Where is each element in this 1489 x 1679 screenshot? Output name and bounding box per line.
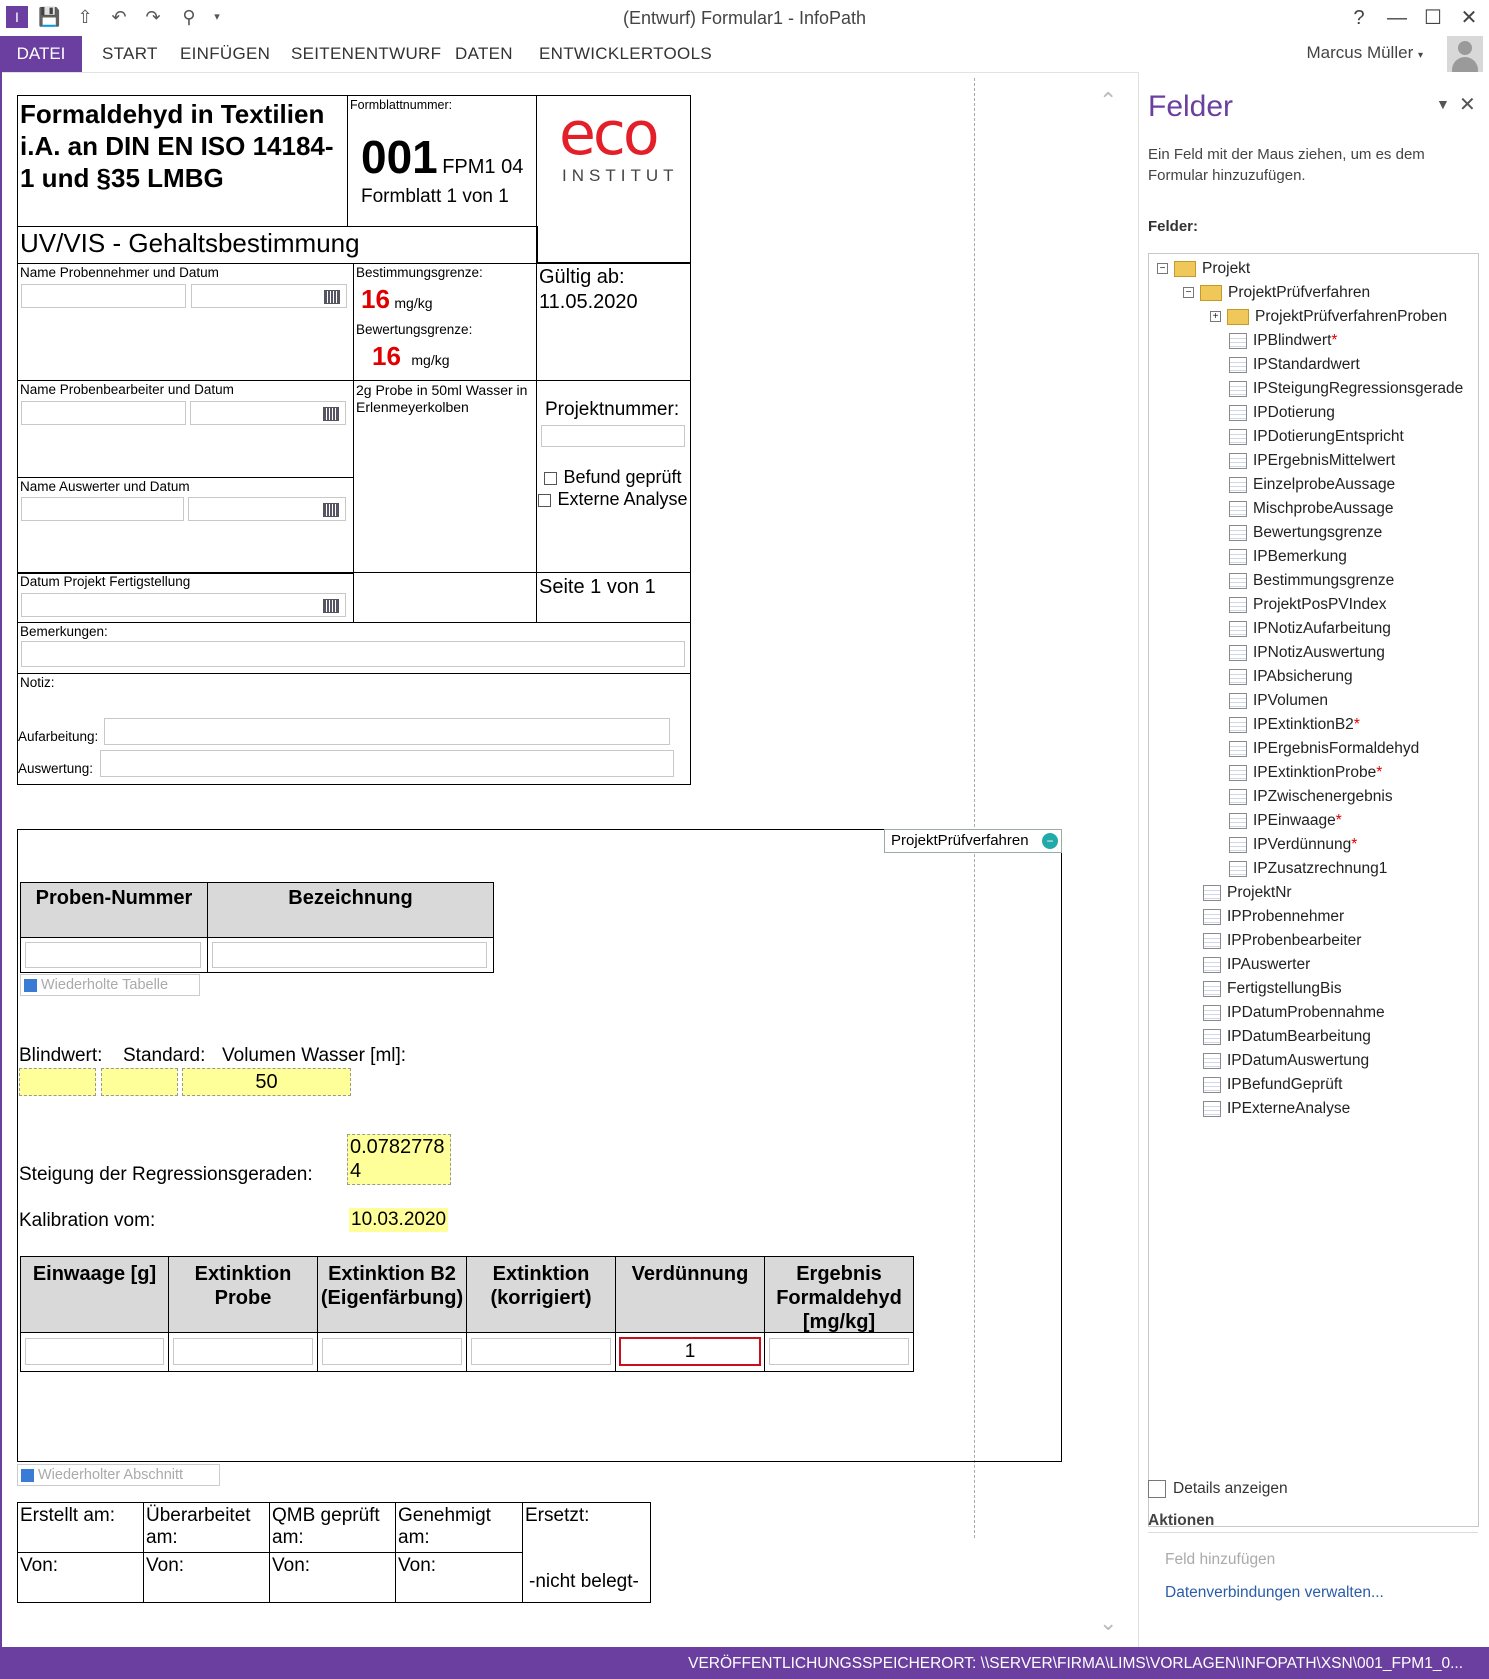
tab-seitenentwurf[interactable]: SEITENENTWURF [291,44,442,63]
bemerkungen-input[interactable] [21,641,685,667]
tree-field-label: IPDotierungEntspricht [1253,428,1404,445]
pane-title: Felder [1148,90,1234,123]
pane-hint: Ein Feld mit der Maus ziehen, um es dem Formular hinzuzufügen. [1148,146,1425,184]
user-name-label: Marcus Müller [1306,43,1414,62]
field-icon [1203,1101,1221,1117]
field-icon [1203,1005,1221,1021]
notiz-cell [17,673,691,785]
bearbeiter-cell [17,380,354,478]
close-button[interactable]: ✕ [1460,7,1478,29]
tree-field-label: IPErgebnisFormaldehyd [1253,740,1420,757]
field-icon [1203,957,1221,973]
calendar-icon[interactable] [323,503,339,517]
bezeichnung-input[interactable] [212,942,487,968]
required-marker: * [1335,812,1342,829]
gueltig-label: Gültig ab: [539,266,625,288]
required-marker: * [1351,836,1358,853]
tree-field-label: MischprobeAussage [1253,500,1394,517]
help-button[interactable]: ? [1353,7,1365,29]
gueltig-cell [536,263,691,381]
divider [1148,1532,1478,1533]
tab-entwicklertools[interactable]: ENTWICKLERTOOLS [539,44,712,63]
scroll-down-icon[interactable]: ⌄ [1099,1610,1118,1635]
probennehmer-date-input[interactable] [191,284,347,308]
ergebnis-input[interactable] [769,1338,909,1365]
tree-field[interactable] [1229,740,1419,758]
formblatt-pages: Formblatt 1 von 1 [361,186,509,207]
qmb-cell [269,1502,396,1553]
tree-field-label: IPAbsicherung [1253,668,1353,685]
projektnummer-label: Projektnummer: [545,399,680,420]
bemerkungen-label: Bemerkungen: [20,624,108,639]
eco-logo: eco [559,99,657,169]
tree-field[interactable] [1229,476,1395,494]
field-icon [1229,525,1247,541]
field-icon [1229,453,1247,469]
field-icon [1203,981,1221,997]
col-probennummer: Proben-Nummer [20,882,208,938]
erstellt-label: Erstellt am: [20,1505,116,1526]
tree-field-label: IPZusatzrechnung1 [1253,860,1388,877]
eco-logo-subtitle: INSTITUT [562,166,679,185]
field-icon [1229,477,1247,493]
tree-field-label: IPNotizAuswertung [1253,644,1385,661]
von-label: Von: [146,1555,185,1576]
tree-field[interactable] [1229,548,1347,566]
section-menu-icon[interactable]: − [1042,833,1058,849]
repeating-folder-icon [1200,285,1222,301]
field-icon [1229,717,1247,733]
collapse-icon[interactable]: − [1157,263,1168,274]
standard-label: Standard: [123,1045,206,1066]
col-ergebnis: Ergebnis Formaldehyd [mg/kg] [764,1256,914,1333]
auswertung-input[interactable] [100,750,674,777]
aufarbeitung-label: Aufarbeitung: [18,729,99,744]
tree-field[interactable] [1229,380,1463,398]
tab-einfuegen[interactable]: EINFÜGEN [180,44,271,63]
genehmigt-cell [395,1502,523,1553]
von-cell [269,1552,396,1603]
subtitle-cell [17,226,538,264]
auswertung-label: Auswertung: [18,761,94,776]
tree-field-label: Bestimmungsgrenze [1253,572,1395,589]
field-icon [1229,837,1247,853]
externe-label: Externe Analyse [557,489,688,509]
tree-field-label: IPDatumProbennahme [1227,1004,1385,1021]
volumen-label: Volumen Wasser [ml]: [222,1045,407,1066]
repeating-table-label: Wiederholte Tabelle [41,977,169,993]
field-icon [1203,933,1221,949]
table-row [168,1332,318,1372]
bearbeiter-date-input[interactable] [190,401,346,425]
ueberarbeitet-cell [143,1502,270,1553]
fields-label: Felder: [1148,218,1199,235]
tree-field[interactable] [1229,836,1357,854]
tree-node-label: ProjektPrüfverfahren [1228,284,1371,301]
probennehmer-cell [17,263,354,381]
probe-info: 2g Probe in 50ml Wasser in Erlenmeyerkolben [356,382,528,415]
section-tag[interactable] [884,829,1062,853]
aktionen-label: Aktionen [1148,1512,1215,1529]
tree-field[interactable] [1203,956,1310,974]
tree-field[interactable] [1229,644,1385,662]
avatar[interactable] [1447,36,1483,72]
kalibration-value[interactable]: 10.03.2020 [351,1209,447,1230]
table-row [615,1332,765,1372]
tree-field-label: IPDatumAuswertung [1227,1052,1370,1069]
steigung-value[interactable]: 0.0782778 4 [347,1134,451,1185]
auswerter-name-input[interactable] [21,497,184,521]
window-title: (Entwurf) Formular1 - InfoPath [622,8,867,28]
table-row [20,937,208,973]
auswerter-date-input[interactable] [188,497,346,521]
formblatt-number: 001 [361,131,438,183]
tree-node-subgroup[interactable] [1210,308,1447,326]
fields-pane [1138,72,1489,1647]
tree-field-label: IPVolumen [1253,692,1328,709]
bearbeiter-label: Name Probenbearbeiter und Datum [20,382,234,397]
tree-field-label: IPErgebnisMittelwert [1253,452,1396,469]
tree-field-label: IPZwischenergebnis [1253,788,1393,805]
field-icon [1229,381,1247,397]
field-icon [1203,909,1221,925]
form-title-cell [17,95,349,227]
bewertungsgrenze-unit: mg/kg [411,352,450,368]
fertigstellung-date-input[interactable] [21,593,346,617]
col-extinktion-probe: Extinktion Probe [168,1256,318,1333]
maximize-button[interactable]: ☐ [1424,7,1442,29]
col-extinktion-b2: Extinktion B2 (Eigenfärbung) [317,1256,467,1333]
bestimmungsgrenze-value[interactable]: 16 [361,284,390,314]
logo-cell [536,95,691,263]
tree-field[interactable] [1229,620,1391,638]
preview-icon[interactable]: ⚲ [182,7,196,27]
tree-field-label: IPProbenbearbeiter [1227,932,1362,949]
tree-field[interactable] [1203,932,1361,950]
von-label: Von: [20,1555,59,1576]
tree-field-label: Bewertungsgrenze [1253,524,1383,541]
tree-field[interactable] [1229,788,1393,806]
von-label: Von: [398,1555,437,1576]
folder-icon [1174,261,1196,277]
tree-field-label: IPBlindwert [1253,332,1332,349]
tree-field[interactable] [1203,1028,1371,1046]
tree-field-label: IPDotierung [1253,404,1335,421]
gueltig-date: 11.05.2020 [539,291,638,313]
required-marker: * [1376,764,1383,781]
tree-field-label: IPDatumBearbeitung [1227,1028,1371,1045]
col-verduennung: Verdünnung [615,1256,765,1333]
extinktion-b2-input[interactable] [322,1338,462,1365]
tree-field[interactable] [1229,716,1360,734]
section-tag-label: ProjektPrüfverfahren [891,832,1029,849]
field-icon [1229,813,1247,829]
seite-label: Seite 1 von 1 [539,576,656,598]
formblatt-label: Formblattnummer: [350,98,453,112]
bestimmungsgrenze-label: Bestimmungsgrenze: [356,265,483,280]
auswerter-label: Name Auswerter und Datum [20,479,190,494]
form-subtitle: UV/VIS - Gehaltsbestimmung [20,228,360,258]
probennehmer-label: Name Probennehmer und Datum [20,265,219,280]
tree-field[interactable] [1229,404,1335,422]
field-icon [1229,549,1247,565]
table-row [207,937,494,973]
pane-close-icon[interactable]: ✕ [1459,94,1476,116]
required-marker: * [1331,332,1338,349]
field-icon [1229,669,1247,685]
user-name[interactable] [1306,43,1423,63]
col-extinktion-korrigiert: Extinktion (korrigiert) [466,1256,616,1333]
seite-cell [536,572,691,623]
infopath-app-icon: I [6,6,28,28]
tree-field[interactable] [1229,764,1382,782]
formblatt-cell [347,95,537,227]
required-marker: * [1353,716,1360,733]
tree-field[interactable] [1203,1052,1369,1070]
customize-dropdown-icon[interactable]: ▾ [214,11,220,23]
bewertungsgrenze-label: Bewertungsgrenze: [356,322,473,337]
projektnummer-input[interactable] [541,425,685,447]
feld-hinzufuegen-link[interactable]: Feld hinzufügen [1165,1551,1276,1568]
publish-icon[interactable]: ⇧ [77,7,93,27]
insert-repeating-section[interactable] [17,1464,220,1486]
tree-field-label: IPExterneAnalyse [1227,1100,1351,1117]
field-icon [1229,405,1247,421]
field-icon [1203,885,1221,901]
save-icon[interactable]: 💾 [38,7,61,27]
befund-checkbox[interactable] [544,472,557,485]
insert-repeating-table[interactable] [20,974,200,996]
extinktion-korrigiert-input[interactable] [471,1338,611,1365]
tree-field[interactable] [1203,1076,1342,1094]
tree-field[interactable] [1229,596,1387,614]
tree-field[interactable] [1229,428,1404,446]
probennehmer-name-input[interactable] [21,284,186,308]
probennummer-input[interactable] [25,942,201,968]
undo-icon[interactable]: ↶ [111,7,127,27]
details-label: Details anzeigen [1173,1480,1288,1497]
tab-start[interactable]: START [102,44,158,63]
fertigstellung-cell [17,572,354,623]
tree-field-label: IPProbennehmer [1227,908,1345,925]
field-icon [1203,1029,1221,1045]
field-icon [1203,1077,1221,1093]
fertigstellung-label: Datum Projekt Fertigstellung [20,574,191,589]
tree-field-label: ProjektPosPVIndex [1253,596,1387,613]
qmb-label: QMB geprüft am: [272,1505,380,1548]
tree-field[interactable] [1203,884,1292,902]
kalibration-label: Kalibration vom: [19,1210,156,1231]
insert-item-icon [21,1469,34,1482]
status-bar [0,1647,1489,1679]
tree-field[interactable] [1203,908,1344,926]
tab-daten[interactable]: DATEN [455,44,513,63]
tree-field[interactable] [1203,980,1342,998]
tree-field[interactable] [1229,356,1360,374]
tree-field-label: IPNotizAufarbeitung [1253,620,1391,637]
empty-cell [353,572,537,623]
tree-field[interactable] [1229,332,1337,350]
field-icon [1229,597,1247,613]
field-icon [1229,573,1247,589]
verduennung-input[interactable]: 1 [619,1337,761,1366]
tree-field[interactable] [1229,572,1394,590]
tree-field[interactable] [1229,812,1342,830]
field-icon [1229,765,1247,781]
tree-field-label: IPBefundGeprüft [1227,1076,1343,1093]
tree-node-projekt[interactable] [1157,260,1250,278]
tree-field[interactable] [1229,452,1395,470]
pane-divider [1138,72,1139,1647]
bemerkungen-cell [17,622,691,674]
tree-field[interactable] [1229,500,1393,518]
tree-field-label: ProjektNr [1227,884,1292,901]
tab-datei[interactable]: DATEI [0,36,82,72]
table-row [317,1332,467,1372]
bewertungsgrenze-value[interactable]: 16 [372,341,401,371]
expand-icon[interactable]: + [1210,311,1221,322]
field-icon [1203,1053,1221,1069]
datenverbindungen-link[interactable]: Datenverbindungen verwalten... [1165,1584,1384,1601]
extinktion-probe-input[interactable] [173,1338,313,1365]
von-cell [395,1552,523,1603]
ueberarbeitet-label: Überarbeitet am: [146,1505,251,1548]
bestimmungsgrenze-unit: mg/kg [394,295,433,311]
tree-field-label: IPEinwaage [1253,812,1336,829]
col-bezeichnung: Bezeichnung [207,882,494,938]
steigung-label: Steigung der Regressionsgeraden: [19,1164,313,1185]
field-icon [1229,645,1247,661]
tree-field[interactable] [1203,1100,1350,1118]
blindwert-label: Blindwert: [19,1045,103,1066]
tree-field[interactable] [1229,524,1382,542]
tree-field[interactable] [1203,1004,1385,1022]
tree-field-label: IPVerdünnung [1253,836,1352,853]
table-row [20,1332,169,1372]
field-tree[interactable] [1148,253,1479,1527]
tree-node-group[interactable] [1183,284,1370,302]
field-icon [1229,693,1247,709]
projekt-cell [536,380,691,573]
scroll-up-icon[interactable]: ⌃ [1099,88,1118,113]
befund-checkbox-row[interactable] [537,466,689,488]
bearbeiter-name-input[interactable] [21,401,186,425]
tree-field-label: IPBemerkung [1253,548,1347,565]
field-icon [1229,333,1247,349]
window-border [0,72,2,1647]
notiz-label: Notiz: [20,675,55,690]
repeating-folder-icon [1227,309,1249,325]
tree-field[interactable] [1229,692,1328,710]
calendar-icon[interactable] [324,290,340,304]
title-bar [0,0,1489,36]
field-icon [1229,741,1247,757]
redo-icon[interactable]: ↷ [145,7,161,27]
volumen-input[interactable]: 50 [182,1068,351,1096]
nicht-belegt: -nicht belegt- [529,1571,639,1592]
einwaage-input[interactable] [25,1338,164,1365]
tree-field-label: EinzelprobeAussage [1253,476,1396,493]
erstellt-cell [17,1502,144,1553]
field-icon [1229,789,1247,805]
calendar-icon[interactable] [323,407,339,421]
ersetzt-cell [522,1502,651,1603]
externe-checkbox-row[interactable] [537,488,689,510]
tree-field-label: IPExtinktionProbe [1253,764,1377,781]
von-cell [143,1552,270,1603]
auswerter-cell [17,477,354,574]
tree-node-label: ProjektPrüfverfahrenProben [1255,308,1448,325]
tree-field-label: FertigstellungBis [1227,980,1342,997]
publish-location: VERÖFFENTLICHUNGSSPEICHERORT: \\SERVER\FIRMA\LIMS\VORLAGEN\INFOPATH\XSN\001_FPM1_0... [688,1655,1463,1672]
pane-options-icon[interactable]: ▼ [1436,96,1450,112]
grenzen-cell [353,263,537,381]
tree-field[interactable] [1229,860,1387,878]
field-icon [1229,357,1247,373]
field-icon [1229,861,1247,877]
repeating-section-label: Wiederholter Abschnitt [38,1467,184,1483]
calendar-icon[interactable] [323,599,339,613]
collapse-icon[interactable]: − [1183,287,1194,298]
probe-info-cell [353,380,537,573]
details-checkbox[interactable] [1148,1480,1166,1498]
von-cell [17,1552,144,1603]
genehmigt-label: Genehmigt am: [398,1505,491,1548]
minimize-button[interactable]: — [1387,7,1407,29]
blindwert-input[interactable] [19,1068,96,1096]
aufarbeitung-input[interactable] [104,718,670,745]
tree-field-label: IPStandardwert [1253,356,1360,373]
tree-field-label: IPAuswerter [1227,956,1311,973]
tree-field[interactable] [1229,668,1353,686]
ersetzt-label: Ersetzt: [525,1505,590,1526]
standard-input[interactable] [101,1068,178,1096]
formblatt-code: FPM1 04 [442,156,524,178]
tree-node-label: Projekt [1202,260,1251,277]
tree-field-label: IPExtinktionB2 [1253,716,1354,733]
form-title: Formaldehyd in Textilien i.A. an DIN EN ISO 14184-1 und §35 LMBG [20,99,334,193]
col-einwaage: Einwaage [g] [20,1256,169,1333]
table-row [764,1332,914,1372]
field-icon [1229,429,1247,445]
tree-field-label: IPSteigungRegressionsgerade [1253,380,1464,397]
befund-label: Befund geprüft [563,467,682,487]
field-icon [1229,501,1247,517]
chevron-down-icon: ▾ [1417,50,1423,61]
table-row [466,1332,616,1372]
von-label: Von: [272,1555,311,1576]
field-icon [1229,621,1247,637]
insert-item-icon [24,979,37,992]
externe-checkbox[interactable] [538,494,551,507]
